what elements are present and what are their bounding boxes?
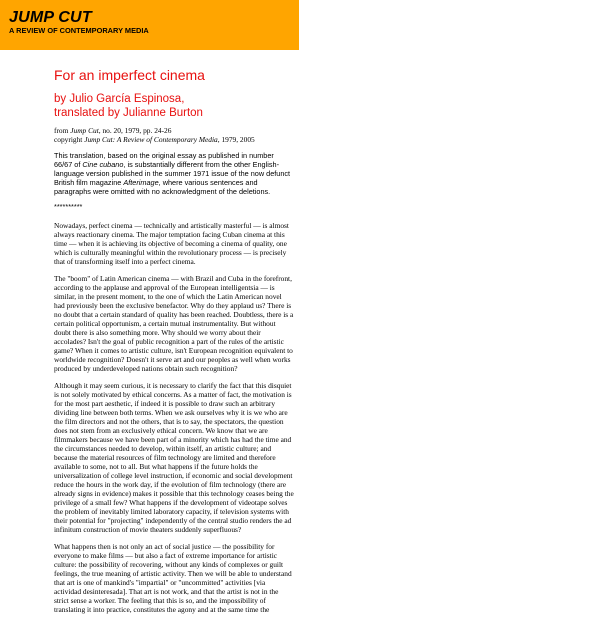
body-paragraph: The "boom" of Latin American cinema — with Brazil and Cuba in the forefront, according to the applause and approval of the European intelligentsia — is similar, in the present moment, to the one of which the Latin American novel had previously been the exclusive benefactor. Why do they applaud us? There is no doubt that a certain standard of quality has been reached. Doubtless, there is a certain political opportunism, a certain mutual instrumentality. But without doubt there is also something more. Why should we worry about their accolades? Isn't the goal of public recognition a part of the rules of the artistic game? When it comes to artistic culture, isn't European recognition equivalent to worldwide recognition? Doesn't it serve art and our peoples as well when works produced by underdeveloped nations obtain such recognition? [54,274,294,373]
article [54,67,294,622]
citation-source: from Jump Cut, no. 20, 1979, pp. 24-26 [54,126,172,135]
citation-copyright: copyright Jump Cut: A Review of Contemporary Media, 1979, 2005 [54,135,255,144]
magazine-title[interactable]: JUMP CUT [9,9,92,26]
article-title: For an imperfect cinema [54,67,205,83]
translation-note: This translation, based on the original essay as published in number 66/67 of Cine cubano, is substantially different from the other English-language version published in the summer 1971 issue of the now defunct British film magazine Afterimage, where various sentences and paragraphs were omitted with no acknowledgment of the deletions. [54,151,291,196]
section-separator: ********** [54,202,83,211]
body-paragraph: What happens then is not only an act of social justice — the possibility for everyone to make films — but also a fact of extreme importance for artistic culture: the possibility of recovering, without any kinds of complexes or guilt feelings, the true meaning of artistic activity. Then we will be able to understand that art is one of mankind's "impartial" or "uncommitted" activities [via actividad desinteresada]. That art is not work, and that the artist is not in the strict sense a worker. The feeling that this is so, and the impossibility of translating it into practice, constitutes the agony and at the same time the [54,542,292,614]
citation [54,126,294,144]
byline-author: by Julio García Espinosa, [54,93,185,105]
article-byline [54,92,294,120]
body-paragraph: Although it may seem curious, it is necessary to clarify the fact that this disquiet is not solely motivated by ethical concerns. As a matter of fact, the motivation is for the most part aesthetic, if indeed it is possible to draw such an arbitrary dividing line between both terms. When we ask ourselves why it is we who are the film directors and not the others, that is to say, the spectators, the question does not stem from an exclusively ethical concern. We know that we are filmmakers because we have been part of a minority which has had the time and the circumstances needed to develop, within itself, an artistic culture; and because the material resources of film technology are limited and therefore available to some, not to all. But what happens if the future holds the universalization of college level instruction, if economic and social development reduce the hours in the work day, if the evolution of film technology (there are already signs in evidence) makes it possible that this technology ceases being the privilege of a small few? What happens if the development of videotape solves the problem of inevitably limited laboratory capacity, if television systems with their potential for "projecting" independently of the central studio renders the ad infinitum construction of movie theaters suddenly superfluous? [54,381,294,534]
body-paragraph: Nowadays, perfect cinema — technically and artistically masterful — is almost always reactionary cinema. The major temptation facing Cuban cinema at this time — when it is achieving its objective of becoming a cinema of quality, one which is culturally meaningful within the revolutionary process — is precisely that of transforming itself into a perfect cinema. [54,221,289,266]
article-body [54,221,294,614]
byline-translator: translated by Julianne Burton [54,107,203,119]
site-banner[interactable] [0,0,299,50]
magazine-subtitle: A REVIEW OF CONTEMPORARY MEDIA [9,26,149,35]
